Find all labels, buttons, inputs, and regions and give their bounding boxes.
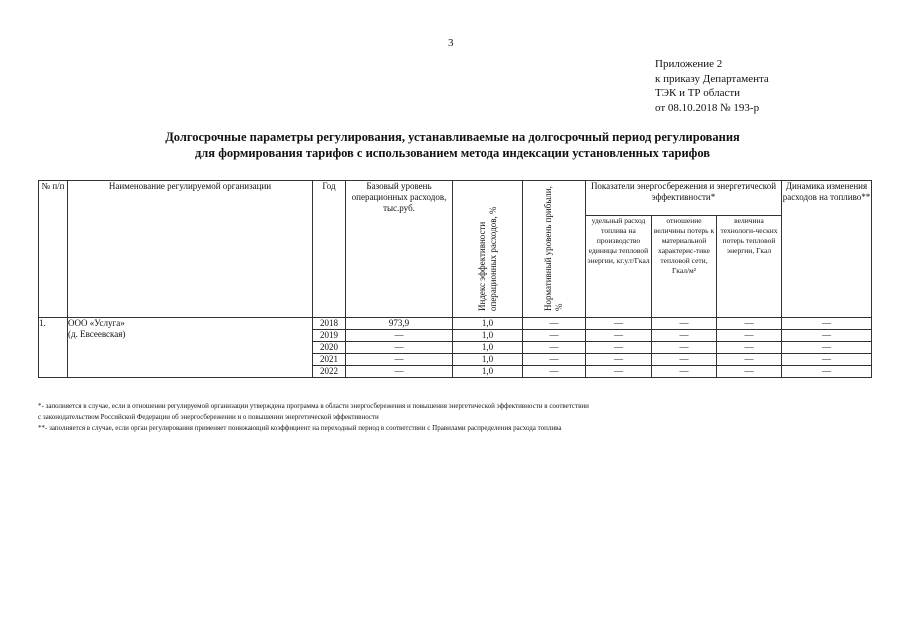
tech-cell: — [717,366,782,378]
page-number: 3 [448,37,454,49]
title-line-2: для формирования тарифов с использованием метода индексации установленных тарифов [194,145,711,160]
index-cell: 1,0 [453,342,523,354]
annex-line: от 08.10.2018 № 193-р [655,101,760,114]
footnote-1-line-2: с законодательством Российской Федерации об энергосбережении и о повышении энергетической эффективности [38,413,379,421]
title-line-1: Долгосрочные параметры регулирования, устанавливаемые на долгосрочный период регулирования [165,130,740,144]
fuel-cell: — [586,330,652,342]
header-org: Наименование регулируемой организации [68,181,313,318]
profit-cell: — [523,342,586,354]
year-cell: 2020 [313,342,346,354]
fuel-cell: — [586,366,652,378]
fuel-cell: — [586,342,652,354]
year-cell: 2022 [313,366,346,378]
parameters-table [38,180,872,378]
index-cell: 1,0 [453,366,523,378]
base-cell: 973,9 [346,318,453,330]
year-cell: 2018 [313,318,346,330]
base-cell: — [346,366,453,378]
loss-cell: — [652,342,717,354]
footnote-2: **- заполняется в случае, если орган регулирования применяет понижающий коэффициент на переходный период в соответствии с Правилами распределения расхода топлива [38,424,562,432]
tech-cell: — [717,330,782,342]
header-num: № п/п [39,181,68,318]
loss-cell: — [652,354,717,366]
profit-cell: — [523,354,586,366]
index-cell: 1,0 [453,318,523,330]
profit-cell: — [523,366,586,378]
annex-line: ТЭК и ТР области [655,87,741,99]
document-title [0,130,905,161]
fuel-cell: — [586,318,652,330]
loss-cell: — [652,318,717,330]
header-specific-fuel: удельный расход топлива на производство единицы тепловой энергии, кг.у.т/Гкал [586,216,652,318]
footnotes [38,401,878,434]
row-number: 1. [39,318,68,378]
base-cell: — [346,354,453,366]
header-profit-level: Нормативный уровень прибыли, % [523,181,586,318]
dynamics-cell: — [782,330,872,342]
tech-cell: — [717,354,782,366]
footnote-1-line-1: *- заполняется в случае, если в отношении регулируемой организации утверждена программа в области энергосбережения и повышения энергетической эффективности в соответствии [38,402,589,410]
index-cell: 1,0 [453,354,523,366]
tech-cell: — [717,342,782,354]
dynamics-cell: — [782,318,872,330]
year-cell: 2021 [313,354,346,366]
dynamics-cell: — [782,342,872,354]
table-row [39,318,872,330]
header-year: Год [313,181,346,318]
annex-header [655,57,769,115]
loss-cell: — [652,366,717,378]
tech-cell: — [717,318,782,330]
header-tech-losses: величина технологи-ческих потерь тепловой энергии, Гкал [717,216,782,318]
annex-line: к приказу Департамента [655,72,769,85]
loss-cell: — [652,330,717,342]
header-fuel-dynamics: Динамика изменения расходов на топливо** [782,181,872,318]
base-cell: — [346,330,453,342]
dynamics-cell: — [782,354,872,366]
header-indicators: Показатели энергосбережения и энергетической эффективности* [586,181,782,216]
fuel-cell: — [586,354,652,366]
base-cell: — [346,342,453,354]
header-base-expenses: Базовый уровень операционных расходов, тыс.руб. [346,181,453,318]
org-name: ООО «Услуга» [68,318,125,328]
org-cell [68,318,313,378]
profit-cell: — [523,318,586,330]
dynamics-cell: — [782,366,872,378]
year-cell: 2019 [313,330,346,342]
annex-line: Приложение 2 [655,58,723,70]
org-location: (д. Евсеевская) [68,329,126,339]
index-cell: 1,0 [453,330,523,342]
profit-cell: — [523,330,586,342]
header-loss-ratio: отношение величины потерь к материальной характерис-тике тепловой сети, Гкал/м² [652,216,717,318]
header-efficiency-index: Индекс эффективности операционных расходов, % [453,181,523,318]
